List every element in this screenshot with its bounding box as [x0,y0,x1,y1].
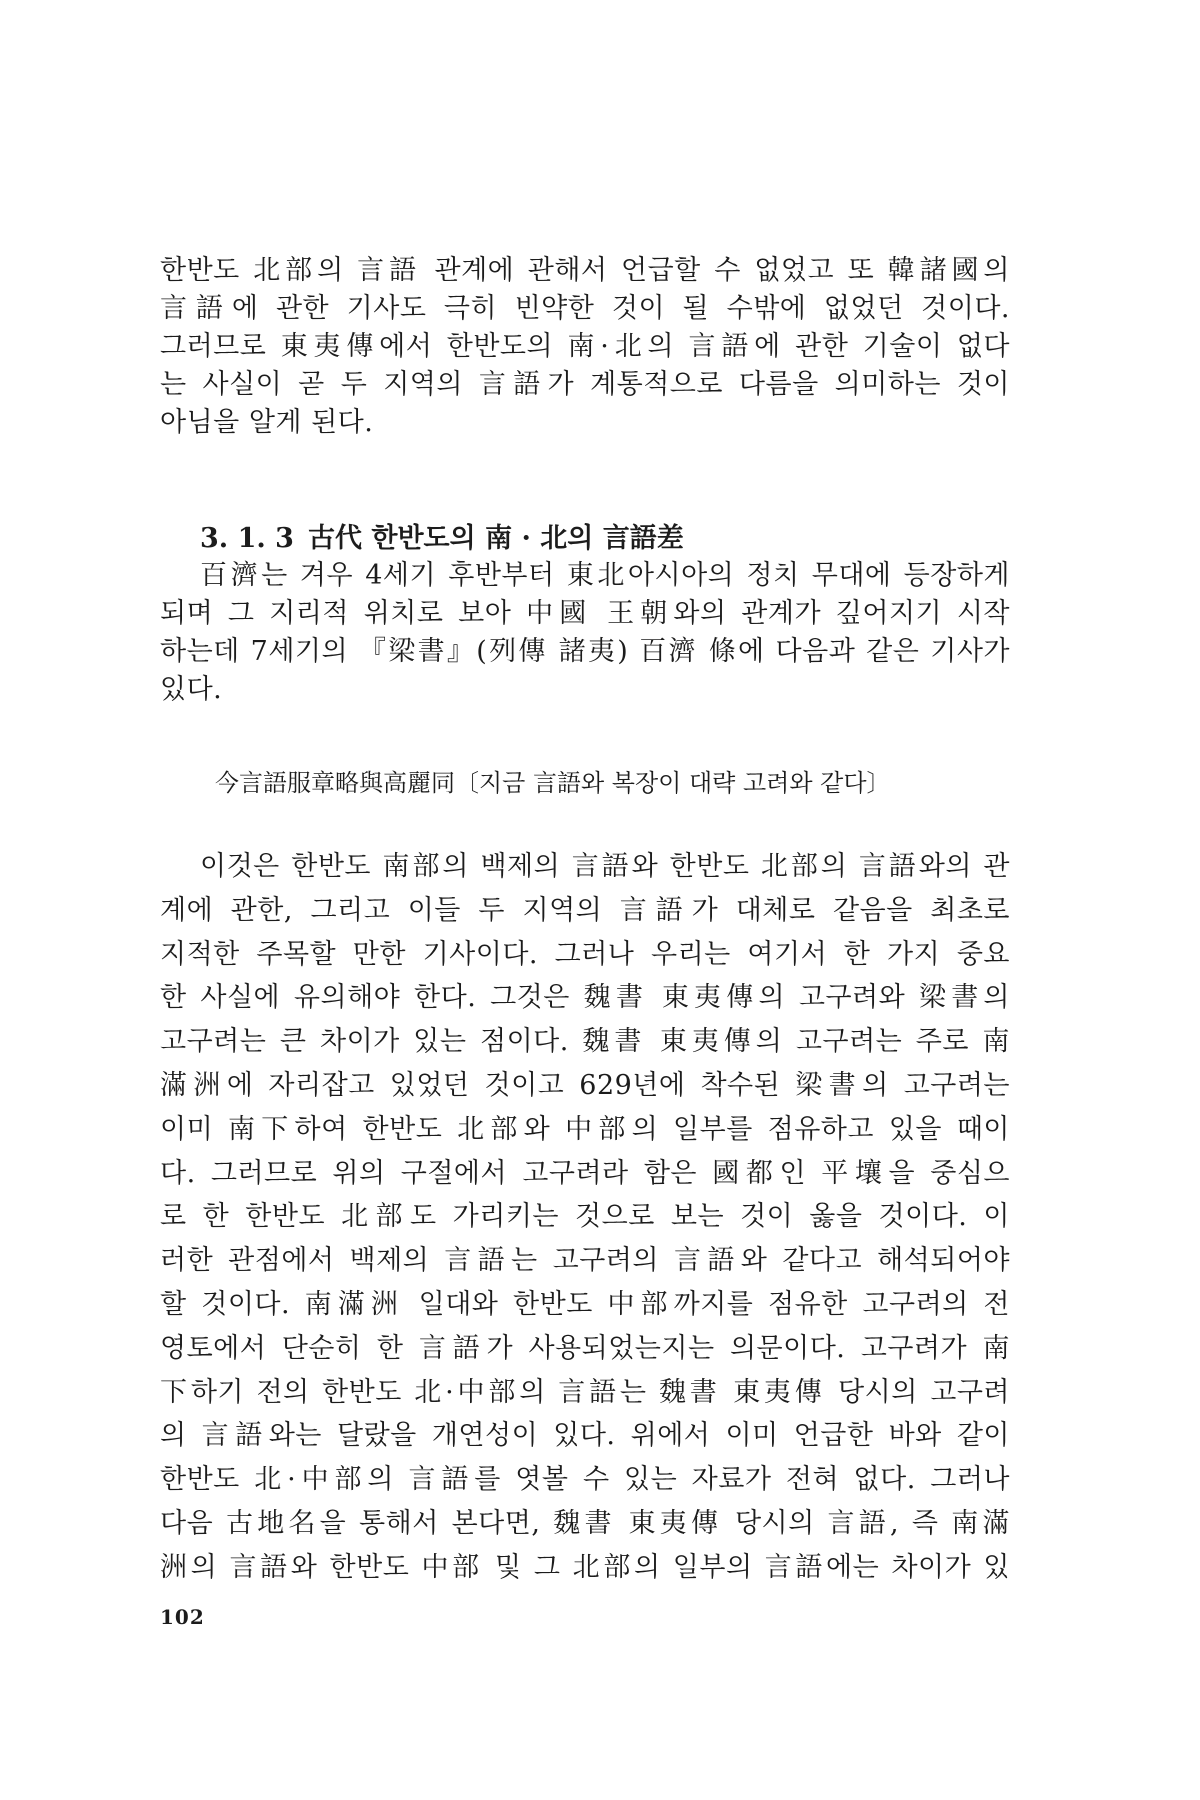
text-line: 영토에서 단순히 한 言語가 사용되었는지는 의문이다. 고구려가 南 [160,1332,1010,1364]
text-line: 한 사실에 유의해야 한다. 그것은 魏書 東夷傳의 고구려와 梁書의 [160,982,1010,1014]
text-line: 그러므로 東夷傳에서 한반도의 南·北의 言語에 관한 기술이 없다 [160,331,1010,362]
text-line: 되며 그 지리적 위치로 보아 中國 王朝와의 관계가 깊어지기 시작 [160,598,1010,629]
section-number: 3. 1. 3 [200,523,294,554]
text-line: 고구려는 큰 차이가 있는 점이다. 魏書 東夷傳의 고구려는 주로 南 [160,1026,1010,1058]
paragraph-1 [160,252,1010,442]
text-line: 滿洲에 자리잡고 있었던 것이고 629년에 착수된 梁書의 고구려는 [160,1069,1010,1101]
text-line: 할 것이다. 南滿洲 일대와 한반도 中部까지를 점유한 고구려의 전 [160,1288,1010,1320]
text-line: 下하기 전의 한반도 北·中部의 言語는 魏書 東夷傳 당시의 고구려 [160,1376,1010,1408]
section-heading [200,520,684,558]
text-line: 지적한 주목할 만한 기사이다. 그러나 우리는 여기서 한 가지 중요 [160,938,1010,970]
text-line: 言語에 관한 기사도 극히 빈약한 것이 될 수밖에 없었던 것이다. [160,293,1010,324]
text-line: 다. 그러므로 위의 구절에서 고구려라 함은 國都인 平壤을 중심으 [160,1157,1010,1189]
text-line: 百濟는 겨우 4세기 후반부터 東北아시아의 정치 무대에 등장하게 [200,560,1010,591]
text-line: 이미 南下하여 한반도 北部와 中部의 일부를 점유하고 있을 때이 [160,1113,1010,1145]
text-line: 의 言語와는 달랐을 개연성이 있다. 위에서 이미 언급한 바와 같이 [160,1420,1010,1452]
text-line: 러한 관점에서 백제의 言語는 고구려의 言語와 같다고 해석되어야 [160,1245,1010,1277]
text-line: 아님을 알게 된다. [160,407,374,438]
text-line: 있다. [160,674,223,705]
text-line: 다음 古地名을 통해서 본다면, 魏書 東夷傳 당시의 言語, 즉 南滿 [160,1507,1010,1539]
section-title: 古代 한반도의 南 · 北의 言語差 [307,523,684,554]
text-line: 하는데 7세기의 『梁書』(列傳 諸夷) 百濟 條에 다음과 같은 기사가 [160,636,1010,667]
text-line: 는 사실이 곧 두 지역의 言語가 계통적으로 다름을 의미하는 것이 [160,369,1010,400]
text-line: 계에 관한, 그리고 이들 두 지역의 言語가 대체로 같음을 최초로 [160,894,1010,926]
text-line: 한반도 北部의 言語 관계에 관해서 언급할 수 없었고 또 韓諸國의 [160,255,1010,286]
text-line: 로 한 한반도 北部도 가리키는 것으로 보는 것이 옳을 것이다. 이 [160,1201,1010,1233]
paragraph-2 [160,557,1010,709]
text-line: 洲의 言語와 한반도 中部 및 그 北部의 일부의 言語에는 차이가 있 [160,1551,1010,1583]
text-line: 이것은 한반도 南部의 백제의 言語와 한반도 北部의 言語와의 관 [200,851,1010,882]
page-number: 102 [160,1605,205,1629]
paragraph-3 [160,845,1010,1590]
text-line: 한반도 北·中部의 言語를 엿볼 수 있는 자료가 전혀 없다. 그러나 [160,1464,1010,1496]
quotation: 今言語服章略與高麗同〔지금 言語와 복장이 대략 고려와 같다〕 [215,769,891,797]
